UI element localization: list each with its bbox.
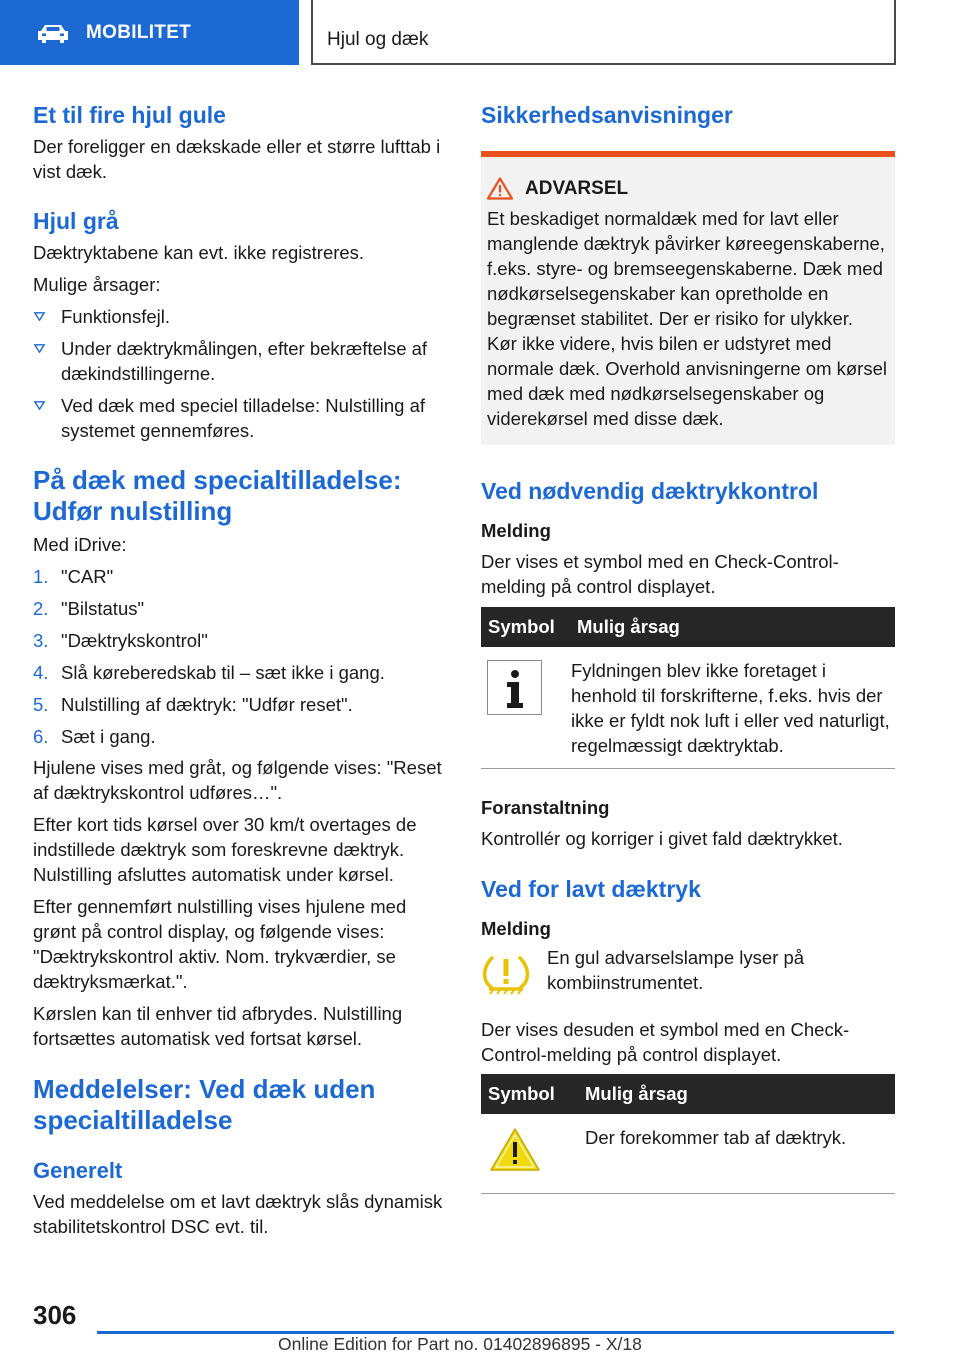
causes-list bbox=[33, 304, 443, 443]
column-header-symbol: Symbol bbox=[481, 1074, 578, 1114]
tire-pressure-warning-icon bbox=[481, 953, 531, 997]
heading-needed-check: Ved nødvendig dæktrykkontrol bbox=[481, 478, 819, 504]
step-text: Sæt i gang. bbox=[61, 726, 156, 747]
heading-low-pressure: Ved for lavt dæktryk bbox=[481, 876, 701, 902]
symbol-cell bbox=[481, 647, 570, 769]
list-item bbox=[33, 336, 443, 386]
car-icon bbox=[36, 22, 70, 44]
cause-cell: Fyldningen blev ikke foretaget i henhold til forskrifterne, f.eks. hvis der ikke er fyldt nok luft i eller ved naturligt, regelmæssigt dæktryktab. bbox=[570, 647, 895, 769]
warning-title-text: ADVARSEL bbox=[525, 177, 629, 199]
paragraph-grey-2: Mulige årsager: bbox=[33, 274, 161, 295]
table-row bbox=[481, 647, 895, 769]
list-item-text: Under dæktrykmålingen, efter bekræftelse af dækindstillingerne. bbox=[61, 338, 428, 384]
step-number: 5. bbox=[33, 694, 49, 715]
step-text: Slå køreberedskab til – sæt ikke i gang. bbox=[61, 662, 385, 683]
list-item bbox=[33, 628, 443, 653]
step-text: "Bilstatus" bbox=[61, 598, 145, 619]
heading-messages: Meddelelser: Ved dæk uden specialtilladelse bbox=[33, 1074, 376, 1135]
edition-text: Online Edition for Part no. 01402896895 - X/18 bbox=[278, 1334, 642, 1354]
paragraph-lamp: En gul advarselslampe lyser på kombiinstrumentet. bbox=[547, 947, 805, 993]
list-item bbox=[33, 724, 443, 749]
triangle-bullet-icon bbox=[34, 312, 45, 321]
paragraph-message-2: Der vises desuden et symbol med en Check-Control-melding på control displayet. bbox=[481, 1019, 850, 1065]
symbol-cell bbox=[481, 1114, 578, 1194]
symbol-table-1 bbox=[481, 607, 895, 769]
label-message-2: Melding bbox=[481, 918, 551, 939]
step-number: 6. bbox=[33, 726, 49, 747]
label-action: Foranstaltning bbox=[481, 797, 610, 818]
step-number: 3. bbox=[33, 630, 49, 651]
paragraph-action: Kontrollér og korriger i givet fald dæktrykket. bbox=[481, 828, 843, 849]
triangle-bullet-icon bbox=[34, 401, 45, 410]
warning-triangle-icon bbox=[489, 1127, 541, 1173]
cause-cell: Der forekommer tab af dæktryk. bbox=[578, 1114, 895, 1194]
page-title: Hjul og dæk bbox=[311, 0, 896, 65]
step-text: "Dæktrykskontrol" bbox=[61, 630, 208, 651]
triangle-bullet-icon bbox=[34, 344, 45, 353]
info-icon bbox=[487, 660, 542, 715]
left-column bbox=[33, 100, 443, 1239]
paragraph-after-3: Efter gennemført nulstilling vises hjulene med grønt på control display, og følgende vises: "Dæktrykskontrol aktiv. Nom. trykværdier, se dæktryksmærkat.". bbox=[33, 896, 407, 992]
paragraph-message-1: Der vises et symbol med en Check-Control-melding på control displayet. bbox=[481, 551, 839, 597]
list-item bbox=[33, 393, 443, 443]
paragraph-after-1: Hjulene vises med gråt, og følgende vises: "Reset af dæktrykskontrol udføres…". bbox=[33, 757, 442, 803]
section-label: MOBILITET bbox=[86, 21, 192, 43]
list-item bbox=[33, 660, 443, 685]
column-header-symbol: Symbol bbox=[481, 607, 570, 647]
paragraph-yellow-wheels: Der foreligger en dækskade eller et større lufttab i vist dæk. bbox=[33, 136, 441, 182]
paragraph-grey-1: Dæktryktabene kan evt. ikke registreres. bbox=[33, 242, 365, 263]
paragraph-general: Ved meddelelse om et lavt dæktryk slås dynamisk stabilitetskontrol DSC evt. til. bbox=[33, 1191, 443, 1237]
heading-general: Generelt bbox=[33, 1158, 123, 1183]
step-text: Nulstilling af dæktryk: "Udfør reset". bbox=[61, 694, 353, 715]
step-number: 1. bbox=[33, 566, 49, 587]
paragraph-after-4: Kørslen kan til enhver tid afbrydes. Nulstilling fortsættes automatisk ved fortsat kørsel. bbox=[33, 1003, 403, 1049]
symbol-table-2 bbox=[481, 1074, 895, 1194]
warning-title bbox=[487, 177, 887, 200]
heading-yellow-wheels: Et til fire hjul gule bbox=[33, 102, 226, 128]
section-tab[interactable] bbox=[0, 0, 299, 65]
page-number: 306 bbox=[33, 1300, 77, 1330]
right-column bbox=[481, 100, 895, 1194]
label-message-1: Melding bbox=[481, 520, 551, 541]
heading-grey-wheels: Hjul grå bbox=[33, 208, 119, 234]
step-text: "CAR" bbox=[61, 566, 114, 587]
lamp-row bbox=[481, 945, 895, 997]
list-item-text: Funktionsfejl. bbox=[61, 306, 170, 327]
list-item-text: Ved dæk med speciel tilladelse: Nulstilling af systemet gennemføres. bbox=[61, 395, 426, 441]
warning-triangle-icon bbox=[487, 177, 513, 200]
warning-text: Et beskadiget normaldæk med for lavt eller manglende dæktryk påvirker køreegenskaberne, f.eks. styre- og bremseegenskaberne. Dæk med nødkørselsegenskaber kan opretholde en begrænset stabilitet. Der er risiko for ulykker. Kør ikke videre, hvis bilen er udstyret med normale dæk. Overhold anvisningerne om kørsel med dæk med nødkørselsegenskaber og viderekørsel med disse dæk. bbox=[487, 208, 887, 429]
warning-box bbox=[481, 151, 895, 445]
step-number: 4. bbox=[33, 662, 49, 683]
paragraph-after-2: Efter kort tids kørsel over 30 km/t overtages de indstillede dæktryk som foreskrevne dæktryk. Nulstilling afsluttes automatisk under kørsel. bbox=[33, 814, 417, 885]
step-number: 2. bbox=[33, 598, 49, 619]
heading-special-reset: På dæk med specialtilladelse: Udfør nulstilling bbox=[33, 465, 402, 526]
list-item bbox=[33, 692, 443, 717]
column-header-cause: Mulig årsag bbox=[570, 607, 895, 647]
table-row bbox=[481, 1114, 895, 1194]
list-item bbox=[33, 564, 443, 589]
heading-safety: Sikkerhedsanvisninger bbox=[481, 102, 733, 128]
column-header-cause: Mulig årsag bbox=[578, 1074, 895, 1114]
steps-list bbox=[33, 564, 443, 749]
list-item bbox=[33, 304, 443, 329]
list-item bbox=[33, 596, 443, 621]
paragraph-idrive: Med iDrive: bbox=[33, 534, 127, 555]
